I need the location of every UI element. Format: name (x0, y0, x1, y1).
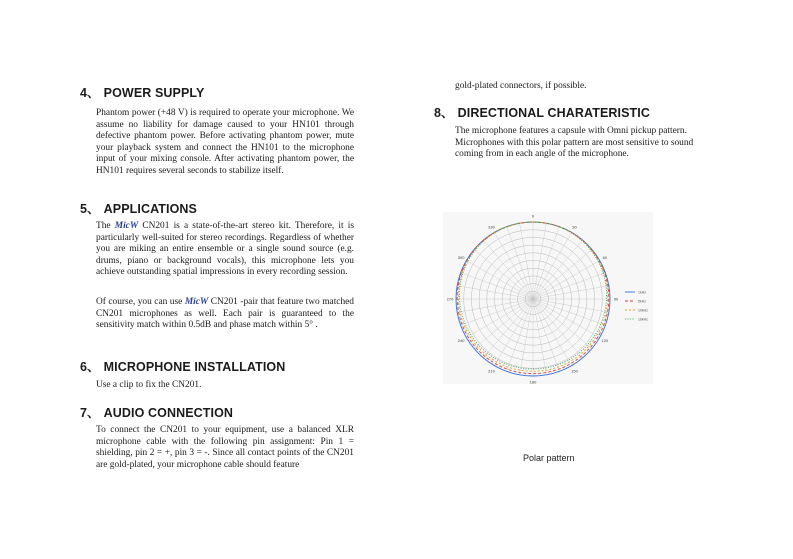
section-8-heading: 8、 DIRECTIONAL CHARATERISTIC (434, 106, 650, 120)
section-4-text: Phantom power (+48 V) is required to operate your microphone. We assume no liability for damage caused to your HN101 through defective phantom power. Before activating phantom power, mute your playback system and connect the HN101 to the microphone input of your mixing console. After activating phantom power, the HN101 requires several seconds to stabilize itself. (96, 108, 354, 176)
brand-logo: MicW (184, 297, 209, 307)
angle-label: 300 (457, 255, 465, 260)
section-8-text: The microphone features a capsule with Omni pickup pattern. Microphones with this polar pattern are most sensitive to sound coming from in each angle of the microphone. (455, 126, 694, 160)
polar-pattern-chart (443, 212, 653, 384)
chart-background (443, 212, 653, 384)
section-5-paragraph-1: The MicW CN201 is a state-of-the-art stereo kit. Therefore, it is particularly well-suited for stereo recordings. Regardless of whether you are miking an entire ensemble or a single sound source (e.g. drums, piano or background vocals), this microphone lets you achieve outstanding spatial impressions in every recording session. (96, 221, 354, 278)
angle-label: 180 (529, 379, 537, 384)
angle-label: 210 (488, 368, 495, 374)
angle-label: 0 (531, 213, 535, 219)
angle-label: 60 (602, 255, 608, 260)
section-7-text: To connect the CN201 to your equipment, use a balanced XLR microphone cable with the following pin assignment: Pin 1 = shielding, pin 2 = +, pin 3 = -. Since all contact points of the CN201 are gold-plated, your microphone cable should feature (96, 425, 354, 470)
section-4-heading: 4、 POWER SUPPLY (80, 86, 205, 100)
angle-label: 330 (488, 224, 495, 230)
chart-caption: Polar pattern (523, 453, 575, 463)
legend-label: 5kHz (638, 299, 646, 304)
legend-label: 10kHz (638, 308, 648, 313)
angle-label: 150 (571, 368, 578, 374)
section-6-heading: 6、 MICROPHONE INSTALLATION (80, 360, 286, 374)
angle-label: 270 (446, 296, 454, 302)
section-7-continued-text: gold-plated connectors, if possible. (455, 81, 587, 91)
angle-label: 240 (457, 338, 465, 343)
angle-label: 30 (572, 224, 577, 230)
legend-label: 16kHz (638, 317, 648, 322)
angle-label: 90 (613, 296, 619, 302)
section-5-paragraph-2: Of course, you can use MicW CN201 -pair that feature two matched CN201 microphones as well. Each pair is guaranteed to the sensitivity match within 0.5dB and phase match within 5° . (96, 297, 354, 331)
section-5-heading: 5、 APPLICATIONS (80, 202, 197, 216)
brand-logo: MicW (114, 221, 139, 231)
section-7-heading: 7、 AUDIO CONNECTION (80, 406, 234, 420)
angle-label: 120 (601, 338, 609, 343)
section-6-text: Use a clip to fix the CN201. (96, 380, 202, 390)
legend-label: 1kHz (638, 290, 646, 295)
